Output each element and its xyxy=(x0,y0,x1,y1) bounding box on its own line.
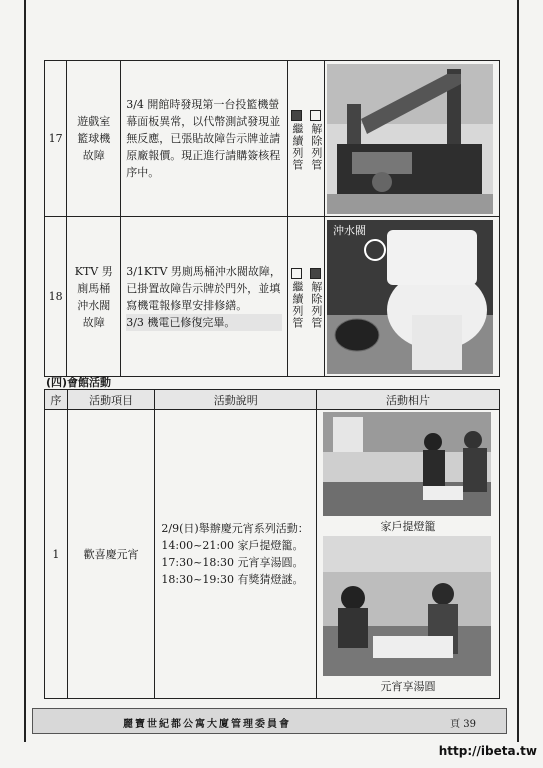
repair-photo xyxy=(325,61,500,217)
continue-checkbox xyxy=(291,268,302,279)
repair-item xyxy=(67,61,121,217)
row-number: 17 xyxy=(45,61,67,217)
section-title: (四)會館活動 xyxy=(46,376,112,389)
item-line: 籃球機 xyxy=(77,132,111,145)
table-row xyxy=(45,61,500,217)
table-row xyxy=(45,217,500,377)
release-checkbox xyxy=(310,268,321,279)
activity-photos xyxy=(317,410,500,699)
header-photo: 活動相片 xyxy=(317,390,500,410)
repair-item xyxy=(67,217,121,377)
description-text: 3/1KTV 男廁馬桶沖水閥故障，已掛置故障告示牌於門外，並填寫機電報修單安排修繕。 xyxy=(126,264,281,312)
item-line: 故障 xyxy=(82,315,105,329)
continue-checkbox xyxy=(291,110,302,121)
footer-title: 麗寶世紀都公寓大廈管理委員會 xyxy=(123,719,291,730)
status-column xyxy=(288,61,325,217)
activity-table xyxy=(44,389,500,699)
header-desc: 活動說明 xyxy=(155,390,317,410)
status-release-label: 解除列管 xyxy=(309,123,323,171)
page-number: 頁 39 xyxy=(450,719,476,730)
header-no: 序 xyxy=(45,390,68,410)
table-header-row xyxy=(45,390,500,410)
status-continue-label: 繼續列管 xyxy=(290,123,304,171)
repair-description xyxy=(121,217,288,377)
row-number: 18 xyxy=(45,217,67,377)
description-followup: 3/3 機電已修復完畢。 xyxy=(126,314,282,331)
photo-label: 沖水閥 xyxy=(333,223,367,237)
item-line: 遊戲室 xyxy=(77,115,111,128)
desc-line: 2/9(日)舉辦慶元宵系列活動： xyxy=(161,522,309,535)
footer-bar xyxy=(32,708,507,734)
item-line: 故障 xyxy=(82,149,105,162)
row-number: 1 xyxy=(45,410,68,699)
activity-item: 歡喜慶元宵 xyxy=(67,410,155,699)
desc-line: 18:30~19:30 有獎猜燈謎。 xyxy=(161,573,304,586)
desc-line: 17:30~18:30 元宵享湯圓。 xyxy=(161,556,304,569)
photo-caption: 家戶提燈籠 xyxy=(380,520,436,533)
tangyuan-event-photo xyxy=(323,536,491,676)
repairs-table xyxy=(44,60,500,377)
item-line: 沖水閥 xyxy=(77,298,111,312)
item-line: 廁馬桶 xyxy=(77,281,111,295)
status-release-label: 解除列管 xyxy=(309,281,323,329)
item-line: KTV 男 xyxy=(74,264,113,278)
activity-description xyxy=(155,410,317,699)
release-checkbox xyxy=(310,110,321,121)
status-continue-label: 繼續列管 xyxy=(290,281,304,329)
toilet-photo xyxy=(327,220,493,374)
repair-description: 3/4 開館時發現第一台投籃機螢幕面板異常，以代幣測試發現並無反應，已張貼故障告示牌並請原廠報價。現正進行請購簽核程序中。 xyxy=(121,61,288,217)
watermark: http://ibeta.tw xyxy=(438,744,537,758)
desc-line: 14:00~21:00 家戶提燈籠。 xyxy=(161,539,304,552)
lantern-event-photo xyxy=(323,412,491,516)
header-item: 活動項目 xyxy=(67,390,155,410)
basketball-machine-photo xyxy=(327,64,493,214)
table-row xyxy=(45,410,500,699)
photo-caption: 元宵享湯圓 xyxy=(380,680,436,693)
repair-photo xyxy=(325,217,500,377)
status-column xyxy=(288,217,325,377)
